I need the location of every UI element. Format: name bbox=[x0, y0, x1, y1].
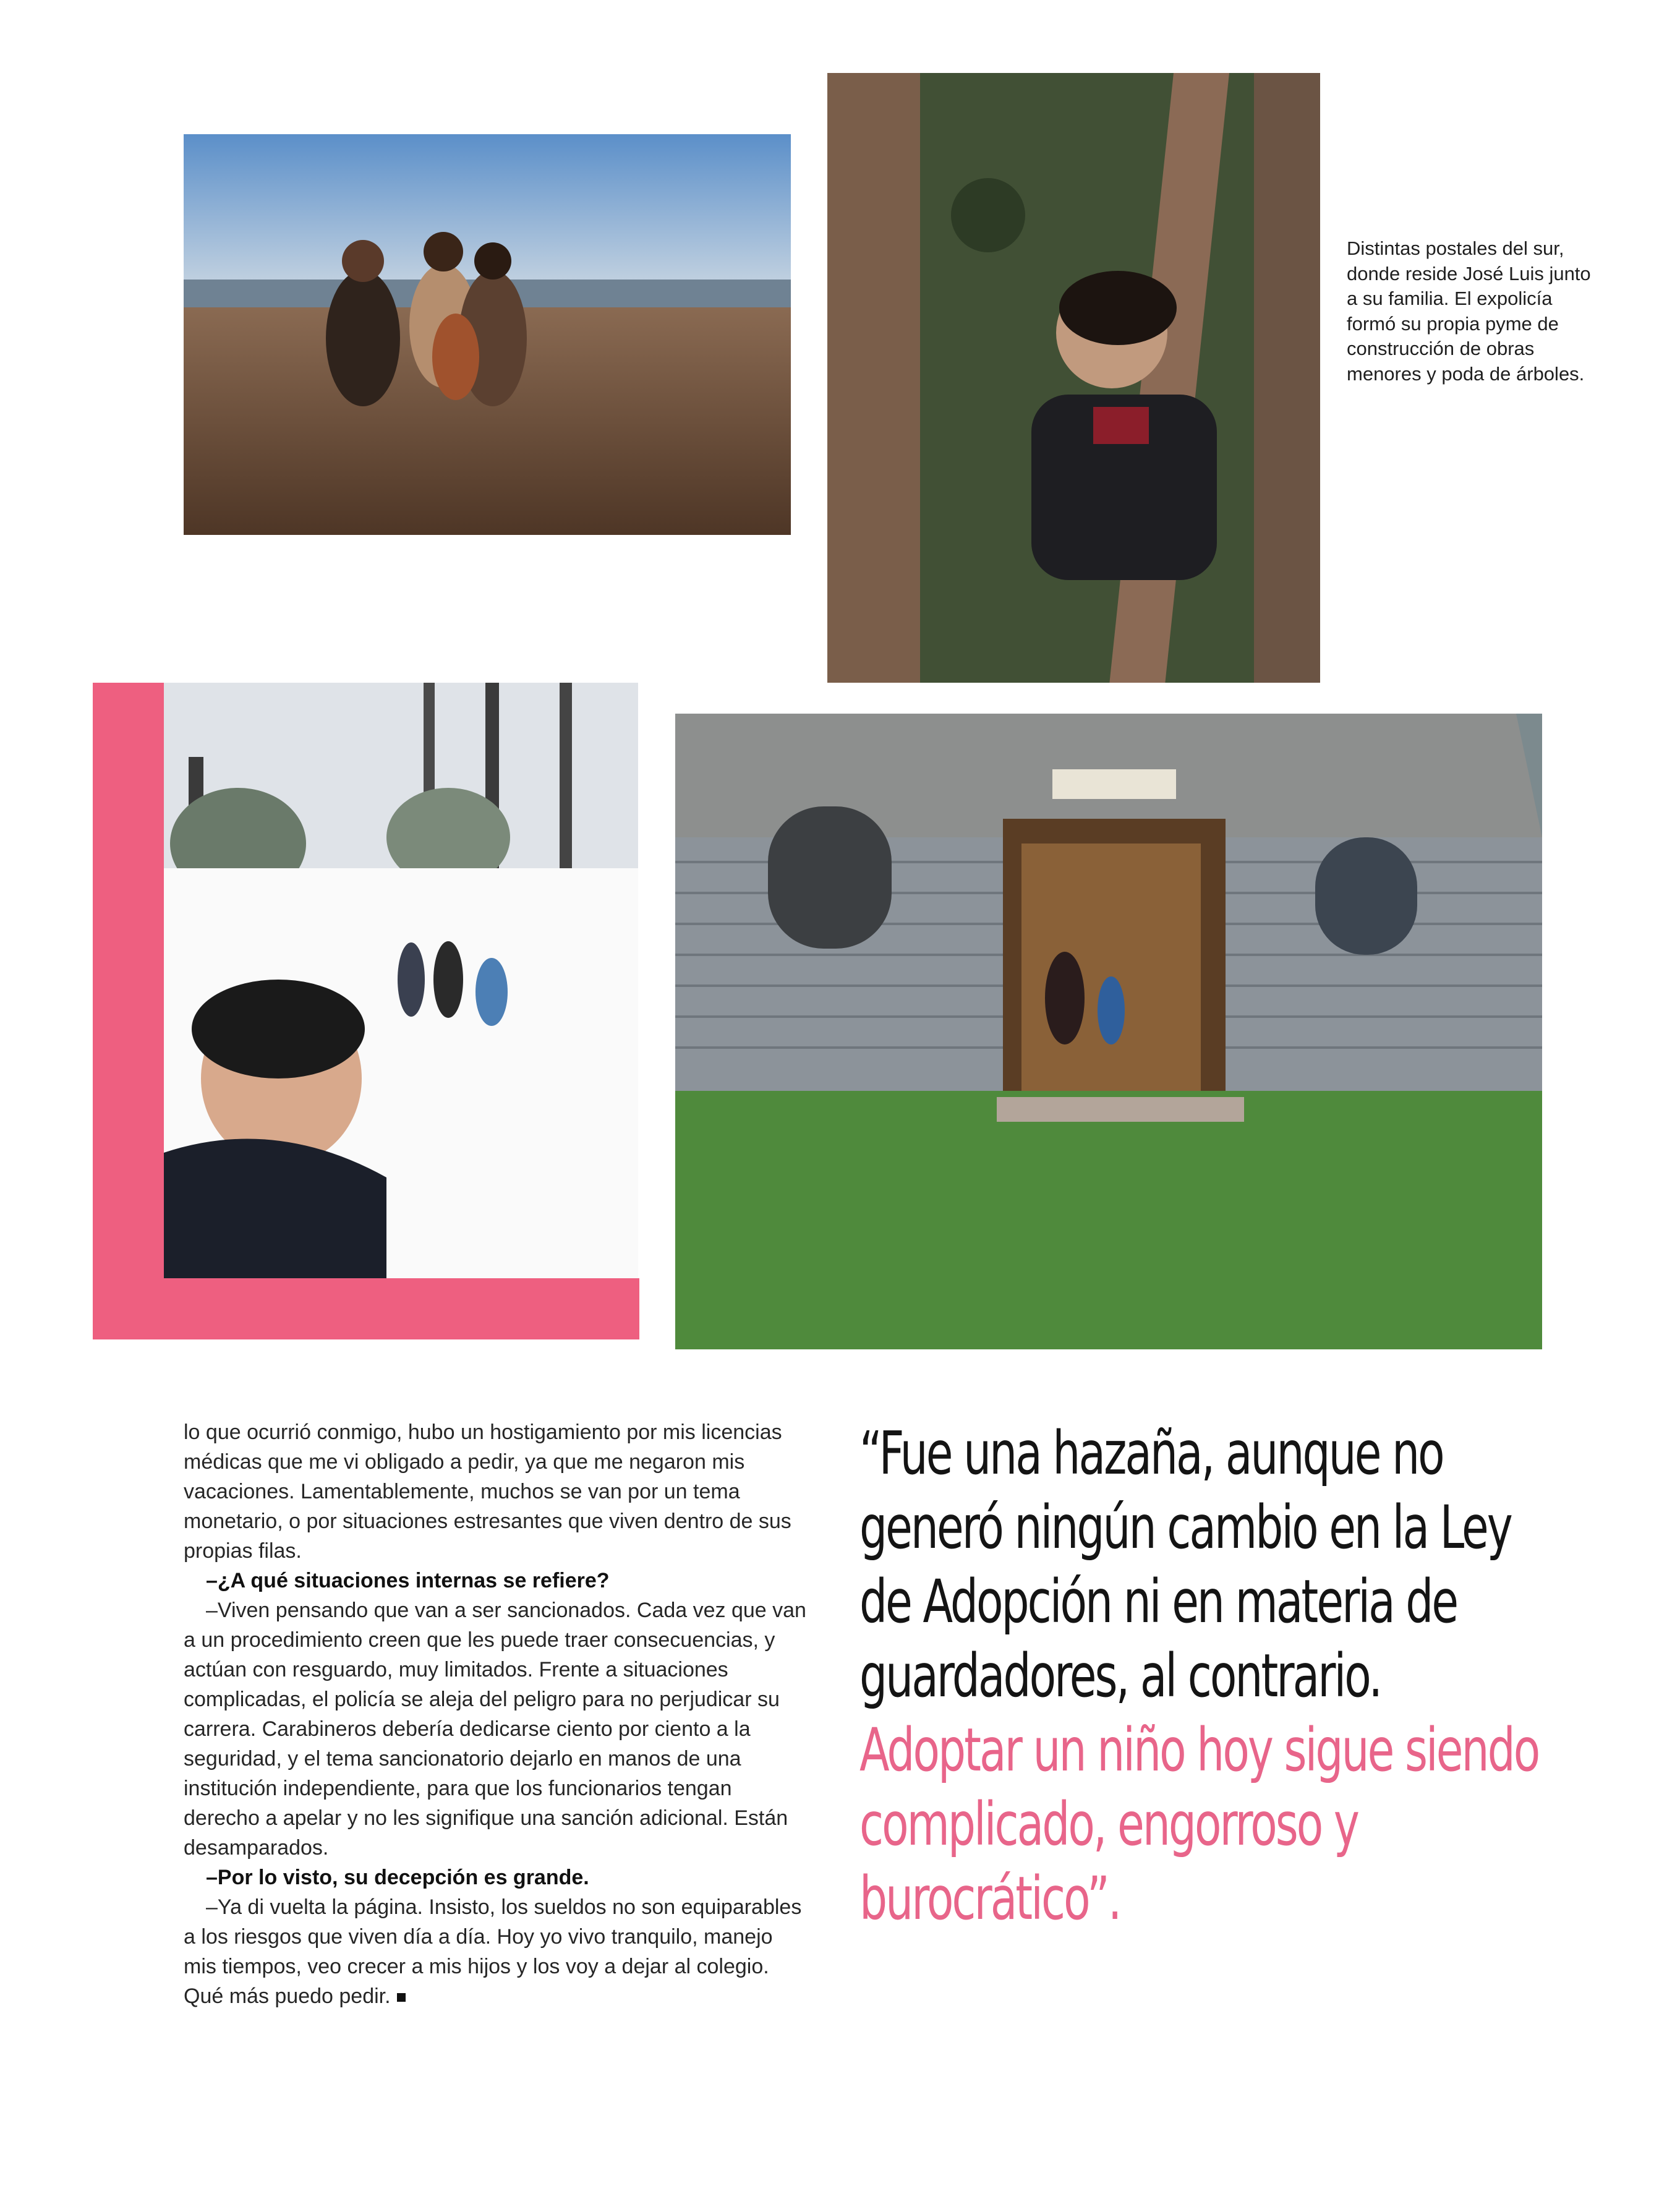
photo-snow-selfie bbox=[164, 683, 638, 1278]
article-body bbox=[184, 1417, 808, 2011]
interview-question: –Por lo visto, su decepción es grande. bbox=[206, 1866, 589, 1889]
photo-wooden-chapel bbox=[675, 714, 1542, 1349]
end-of-article-mark bbox=[397, 1993, 406, 2002]
photo-caption: Distintas postales del sur, donde reside José Luis junto a su familia. El expolicía formó su propia pyme de construcción de obras menores y poda de árboles. bbox=[1347, 237, 1591, 385]
pull-quote-highlight: Adoptar un niño hoy sigue siendo complicado, engorroso y burocrático”. bbox=[859, 1715, 1539, 1933]
answer-text: –Ya di vuelta la página. Insisto, los sueldos no son equiparables a los riesgos que viven día a día. Hoy yo vivo tranquilo, manejo mis tiempos, veo crecer a mis hijos y los voy a dejar al colegio. Qué más puedo pedir. bbox=[184, 1895, 802, 2008]
photo-family-beach bbox=[184, 134, 791, 535]
accent-frame-vertical bbox=[93, 683, 164, 1339]
photo-boy-trees bbox=[827, 73, 1320, 683]
body-paragraph: lo que ocurrió conmigo, hubo un hostigamiento por mis licencias médicas que me vi obligado a pedir, ya que me negaron mis vacaciones. Lamentablemente, muchos se van por un tema monetario, o por situaciones estresantes que viven dentro de sus propias filas. bbox=[184, 1420, 791, 1563]
interview-answer: –Viven pensando que van a ser sancionados. Cada vez que van a un procedimiento creen que les puede traer consecuencias, y actúan con resguardo, muy limitados. Frente a situaciones complicadas, el policía se aleja del peligro para no perjudicar su carrera. Carabineros debería dedicarse ciento por ciento a la seguridad, y el tema sancionatorio dejarlo en manos de una institución independiente, para que los funcionarios tengan derecho a apelar y no les signifique una sanción adicional. Están desamparados. bbox=[184, 1599, 806, 1860]
interview-answer bbox=[184, 1892, 808, 2011]
pull-quote bbox=[859, 1416, 1550, 1936]
interview-question: –¿A qué situaciones internas se refiere? bbox=[206, 1569, 610, 1592]
pull-quote-black: “Fue una hazaña, aunque no generó ningún cambio en la Ley de Adopción ni en materia de guardadores, al contrario. bbox=[859, 1419, 1511, 1711]
accent-frame-horizontal bbox=[93, 1278, 639, 1339]
